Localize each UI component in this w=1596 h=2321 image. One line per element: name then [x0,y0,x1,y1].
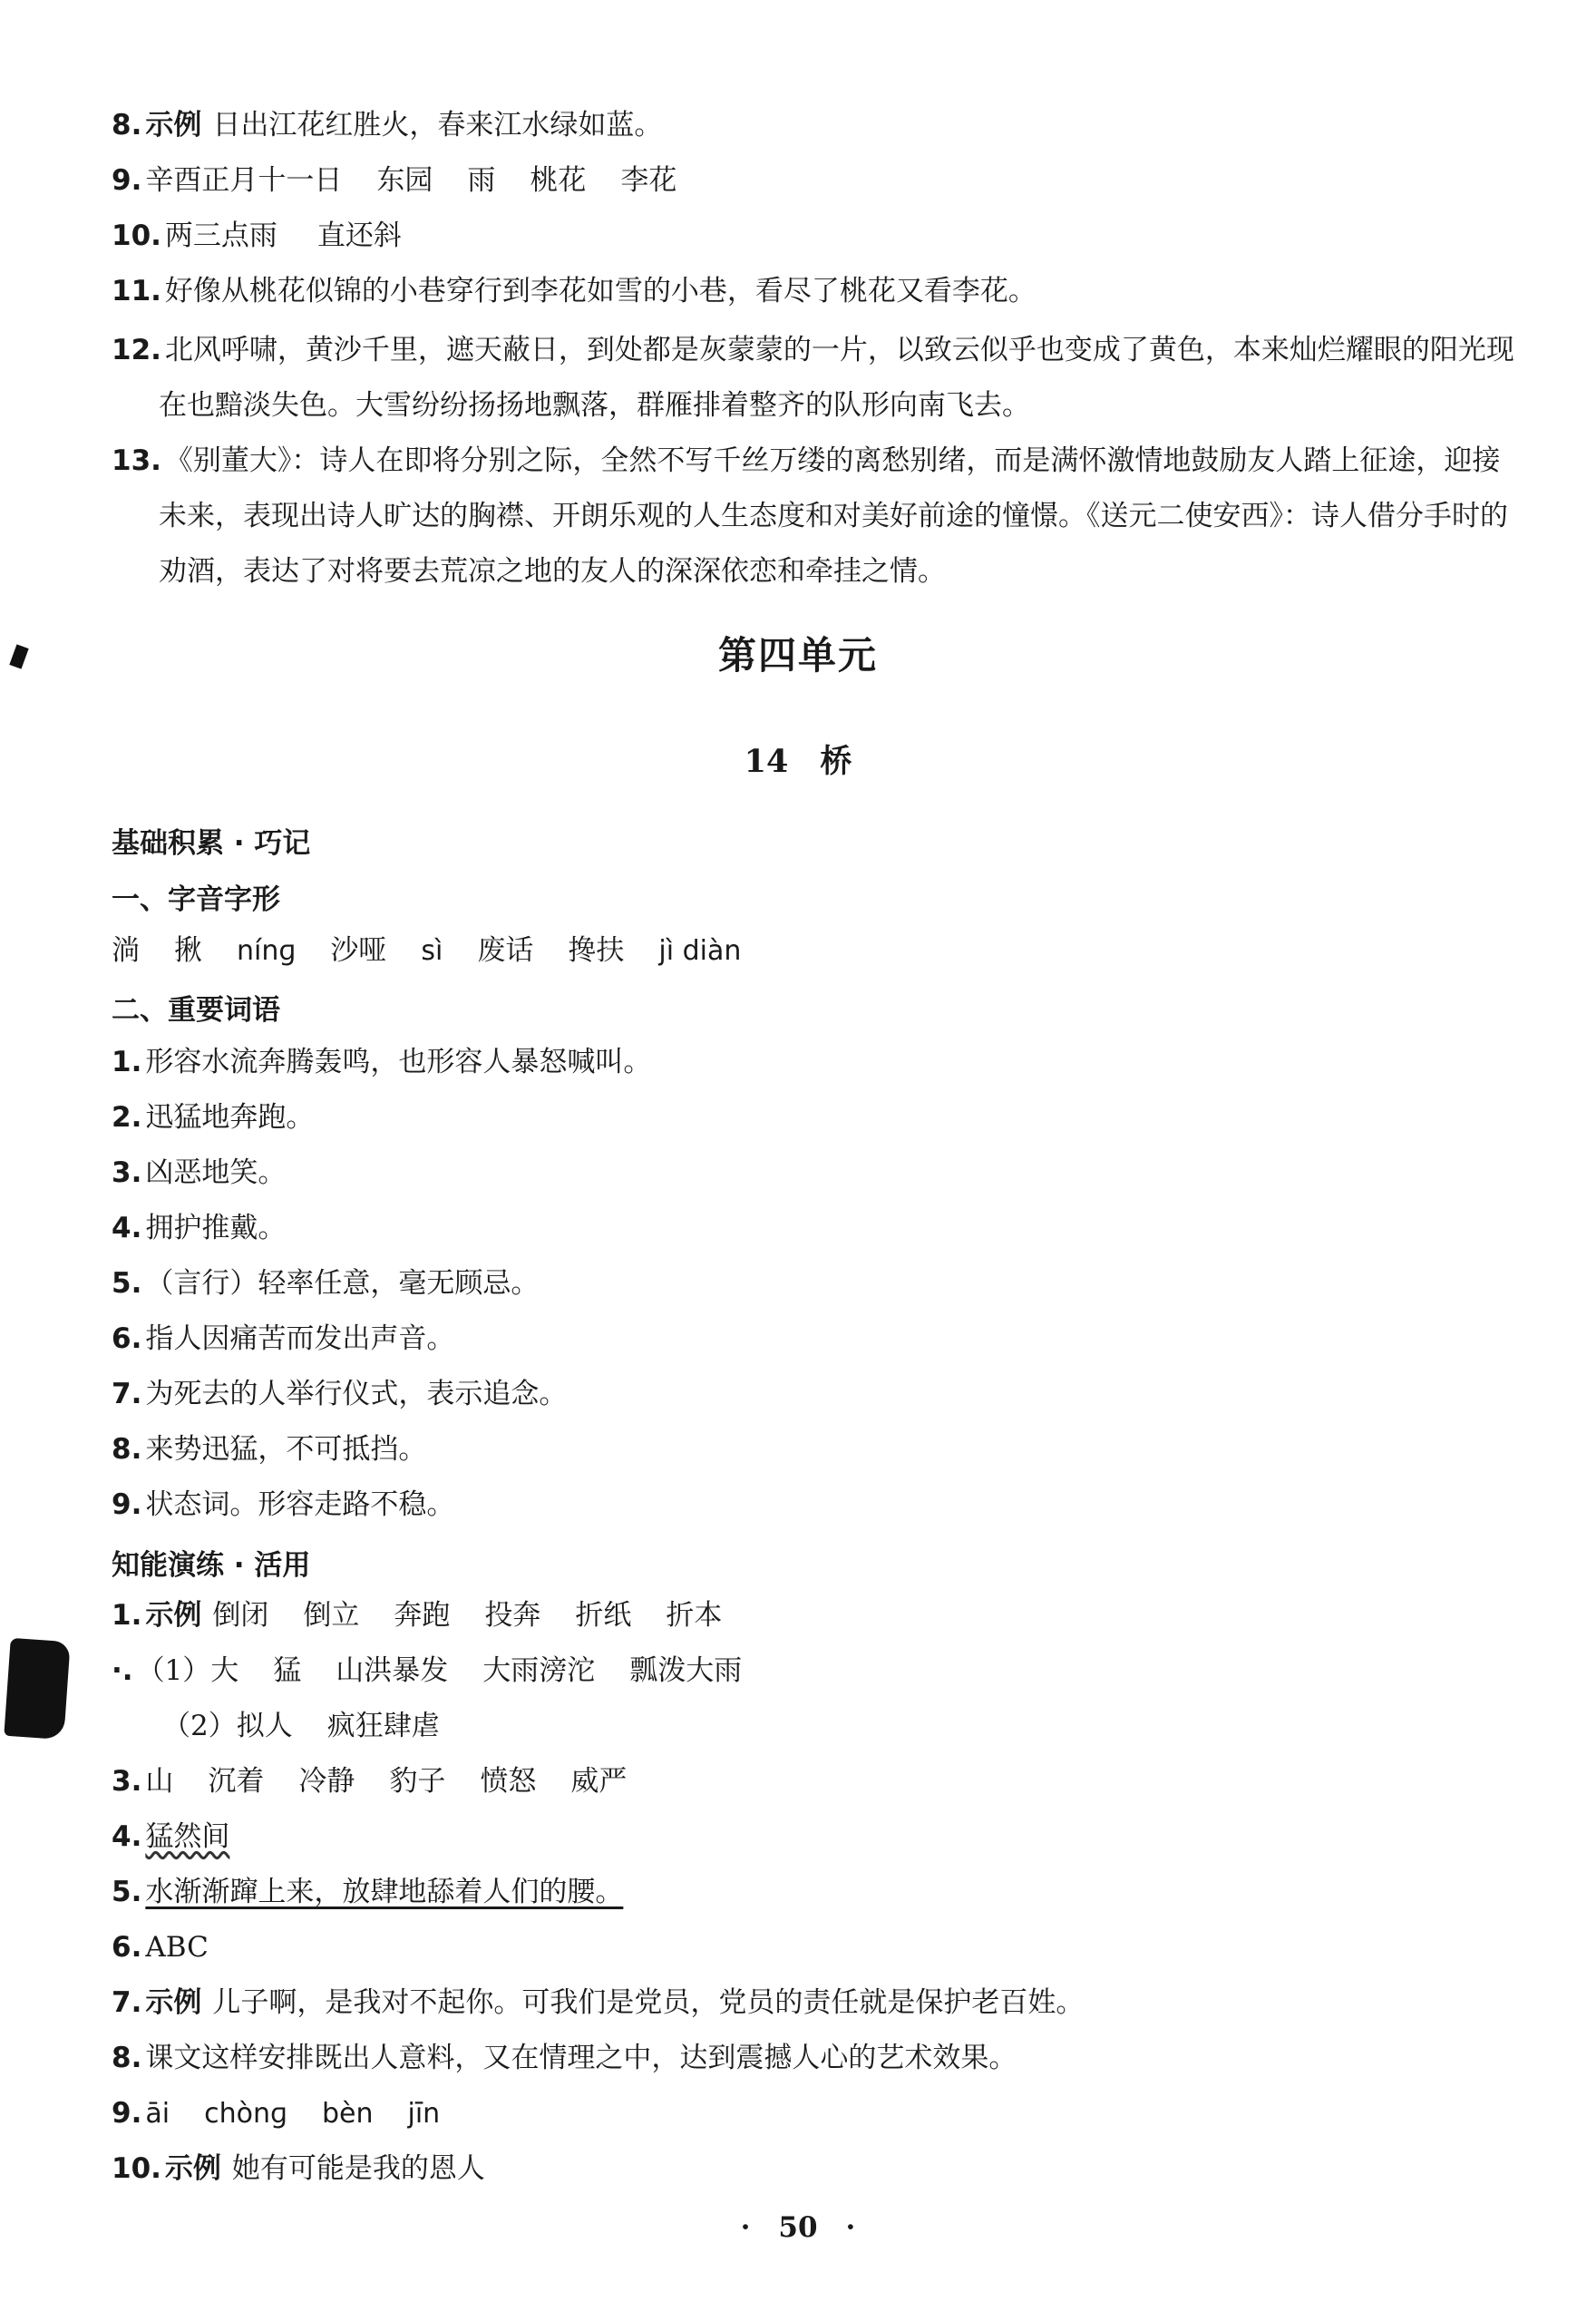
answer-line-11 [112,271,1472,311]
answer-word: 桃花 [530,164,587,197]
answer-word: 揪 [174,934,202,967]
item-number: 9. [112,164,142,197]
vocab-item-4 [112,1208,1472,1248]
underlined-answer: 水渐渐蹿上来，放肆地舔着人们的腰。 [145,1876,624,1908]
item-number: 6. [112,1931,142,1964]
answer-word: 豹子 [389,1765,446,1798]
answer-text: 迅猛地奔跑。 [145,1101,315,1134]
item-number: 7. [112,1378,142,1410]
answer-text: 好像从桃花似锦的小巷穿行到李花如雪的小巷，看尽了桃花又看李花。 [164,275,1036,307]
item-number: 8. [112,1433,142,1466]
answer-word: 投奔 [484,1599,541,1632]
item-number: 9. [112,2097,142,2130]
answer-word: 奔跑 [394,1599,451,1632]
vocab-item-5 [112,1263,1472,1303]
answer-word: 沉着 [208,1765,265,1798]
answer-word: 疯狂肆虐 [326,1710,440,1742]
answer-line-12 [112,323,1514,434]
item-number: 13. [112,444,161,477]
answer-line-13 [112,434,1514,600]
item-number: 1. [112,1046,142,1078]
answer-word: 山 [145,1765,174,1798]
example-tag: 示例 [145,1986,202,2019]
practice-item-3 [112,1761,1472,1801]
item-number: 10. [112,2152,161,2185]
item-number: 4. [112,1820,142,1853]
item-number: 7. [112,1986,142,2019]
answer-word: 两三点雨 [164,219,277,252]
answer-text: 为死去的人举行仪式，表示追念。 [145,1378,568,1410]
answer-word: 折本 [666,1599,723,1632]
vocab-item-1 [112,1042,1472,1082]
answer-word: 倒立 [303,1599,360,1632]
answer-text: 来势迅猛，不可抵挡。 [145,1433,427,1466]
answer-word: 瓢泼大雨 [629,1654,743,1687]
vocab-item-6 [112,1319,1472,1359]
pinyin-word: sì [421,935,443,967]
answer-word: 搀扶 [568,934,625,967]
answer-text: （言行）轻率任意，毫无顾忌。 [145,1267,540,1300]
lesson-title: 14 桥 [744,743,852,780]
phonetic-answers [112,931,1472,971]
unit-title: 第四单元 [717,633,878,678]
answer-word: 猛 [273,1654,302,1687]
pinyin-word: bèn [322,2098,374,2130]
vocab-item-7 [112,1374,1472,1414]
item-number: 9. [112,1488,142,1521]
example-tag: 示例 [145,109,202,141]
vocab-item-2 [112,1097,1472,1137]
example-tag: 示例 [145,1599,202,1632]
answer-text: 拥护推戴。 [145,1212,287,1244]
item-number: 3. [112,1156,142,1189]
answer-word: 辛酉正月十一日 [145,164,343,197]
answer-word: 威严 [570,1765,628,1798]
practice-item-4 [112,1817,1472,1857]
vocab-item-9 [112,1485,1472,1525]
answer-text: 她有可能是我的恩人 [231,2152,485,2185]
pinyin-word: jīn [407,2098,441,2130]
practice-item-2 [112,1651,1472,1691]
answer-line-8 [112,105,1472,145]
answer-text: ABC [145,1931,209,1964]
pinyin-word: āi [145,2098,170,2130]
practice-item-8 [112,2038,1472,2078]
practice-item-1 [112,1595,1472,1635]
example-tag: 示例 [164,2152,221,2185]
item-number: 5. [112,1876,142,1908]
item-number: 3. [112,1765,142,1798]
answer-word: （1）大 [136,1654,239,1687]
answer-word: 废话 [477,934,534,967]
practice-item-2-part-2 [112,1706,1472,1746]
answer-line-10 [112,216,1472,256]
answer-text: 儿子啊，是我对不起你。可我们是党员，党员的责任就是保护老百姓。 [212,1986,1085,2019]
item-number: ·. [112,1654,133,1687]
answer-line-9 [112,161,1472,200]
item-number: 8. [112,2042,142,2074]
answer-text: 《别董大》：诗人在即将分别之际，全然不写千丝万缕的离愁别绪，而是满怀激情地鼓励友人踏上征途，迎接未来，表现出诗人旷达的胸襟、开朗乐观的人生态度和对美好前途的憧憬。《送元二使安西》：诗人借分手时的劝酒，表达了对将要去荒凉之地的友人的深深依恋和牵挂之情。 [159,444,1508,588]
item-number: 11. [112,275,161,307]
answer-word: 折纸 [575,1599,632,1632]
practice-item-5 [112,1872,1472,1912]
answer-text: 指人因痛苦而发出声音。 [145,1322,455,1355]
answer-word: 东园 [376,164,433,197]
subheading-vocabulary: 二、重要词语 [112,994,280,1027]
item-number: 1. [112,1599,142,1632]
answer-text: 形容水流奔腾轰鸣，也形容人暴怒喊叫。 [145,1046,652,1078]
item-number: 12. [112,334,161,366]
item-number: 6. [112,1322,142,1355]
pinyin-word: chònɡ [204,2098,287,2130]
answer-text: 北风呼啸，黄沙千里，遮天蔽日，到处都是灰蒙蒙的一片，以致云似乎也变成了黄色，本来灿烂耀眼的阳光现在也黯淡失色。大雪纷纷扬扬地飘落，群雁排着整齐的队形向南飞去。 [159,334,1514,422]
answer-word: 山洪暴发 [336,1654,449,1687]
practice-item-10 [112,2149,1472,2189]
answer-word: 大雨滂沱 [482,1654,596,1687]
page-number: · 50 · [740,2211,856,2244]
answer-word: 愤怒 [480,1765,537,1798]
item-number: 4. [112,1212,142,1244]
pinyin-word: jì diàn [658,935,742,967]
answer-word: 李花 [620,164,677,197]
practice-item-7 [112,1983,1472,2023]
item-number: 2. [112,1101,142,1134]
item-number: 10. [112,219,161,252]
practice-item-9 [112,2093,1472,2134]
item-number: 8. [112,109,142,141]
answer-text: 状态词。形容走路不稳。 [145,1488,455,1521]
answer-text: 凶恶地笑。 [145,1156,287,1189]
answer-word: 沙哑 [330,934,387,967]
wavy-underlined-answer: 猛然间 [145,1820,230,1853]
answer-text: 课文这样安排既出人意料，又在情理之中，达到震撼人心的艺术效果。 [145,2042,1017,2074]
scan-torn-edge [4,1638,70,1740]
answer-word: 冷静 [298,1765,355,1798]
answer-word: 雨 [467,164,496,197]
answer-text: 日出江花红胜火，春来江水绿如蓝。 [212,109,663,141]
subheading-pronunciation: 一、字音字形 [112,883,280,916]
answer-word: 倒闭 [212,1599,269,1632]
section-heading-practice: 知能演练 · 活用 [112,1549,311,1582]
practice-item-6 [112,1927,1472,1967]
pinyin-word: nínɡ [237,935,297,967]
answer-word: （2）拟人 [162,1710,293,1742]
item-number: 5. [112,1267,142,1300]
vocab-item-3 [112,1153,1472,1193]
answer-word: 淌 [112,934,140,967]
vocab-item-8 [112,1429,1472,1469]
section-heading-basics: 基础积累 · 巧记 [112,827,311,860]
answer-word: 直还斜 [316,219,402,252]
